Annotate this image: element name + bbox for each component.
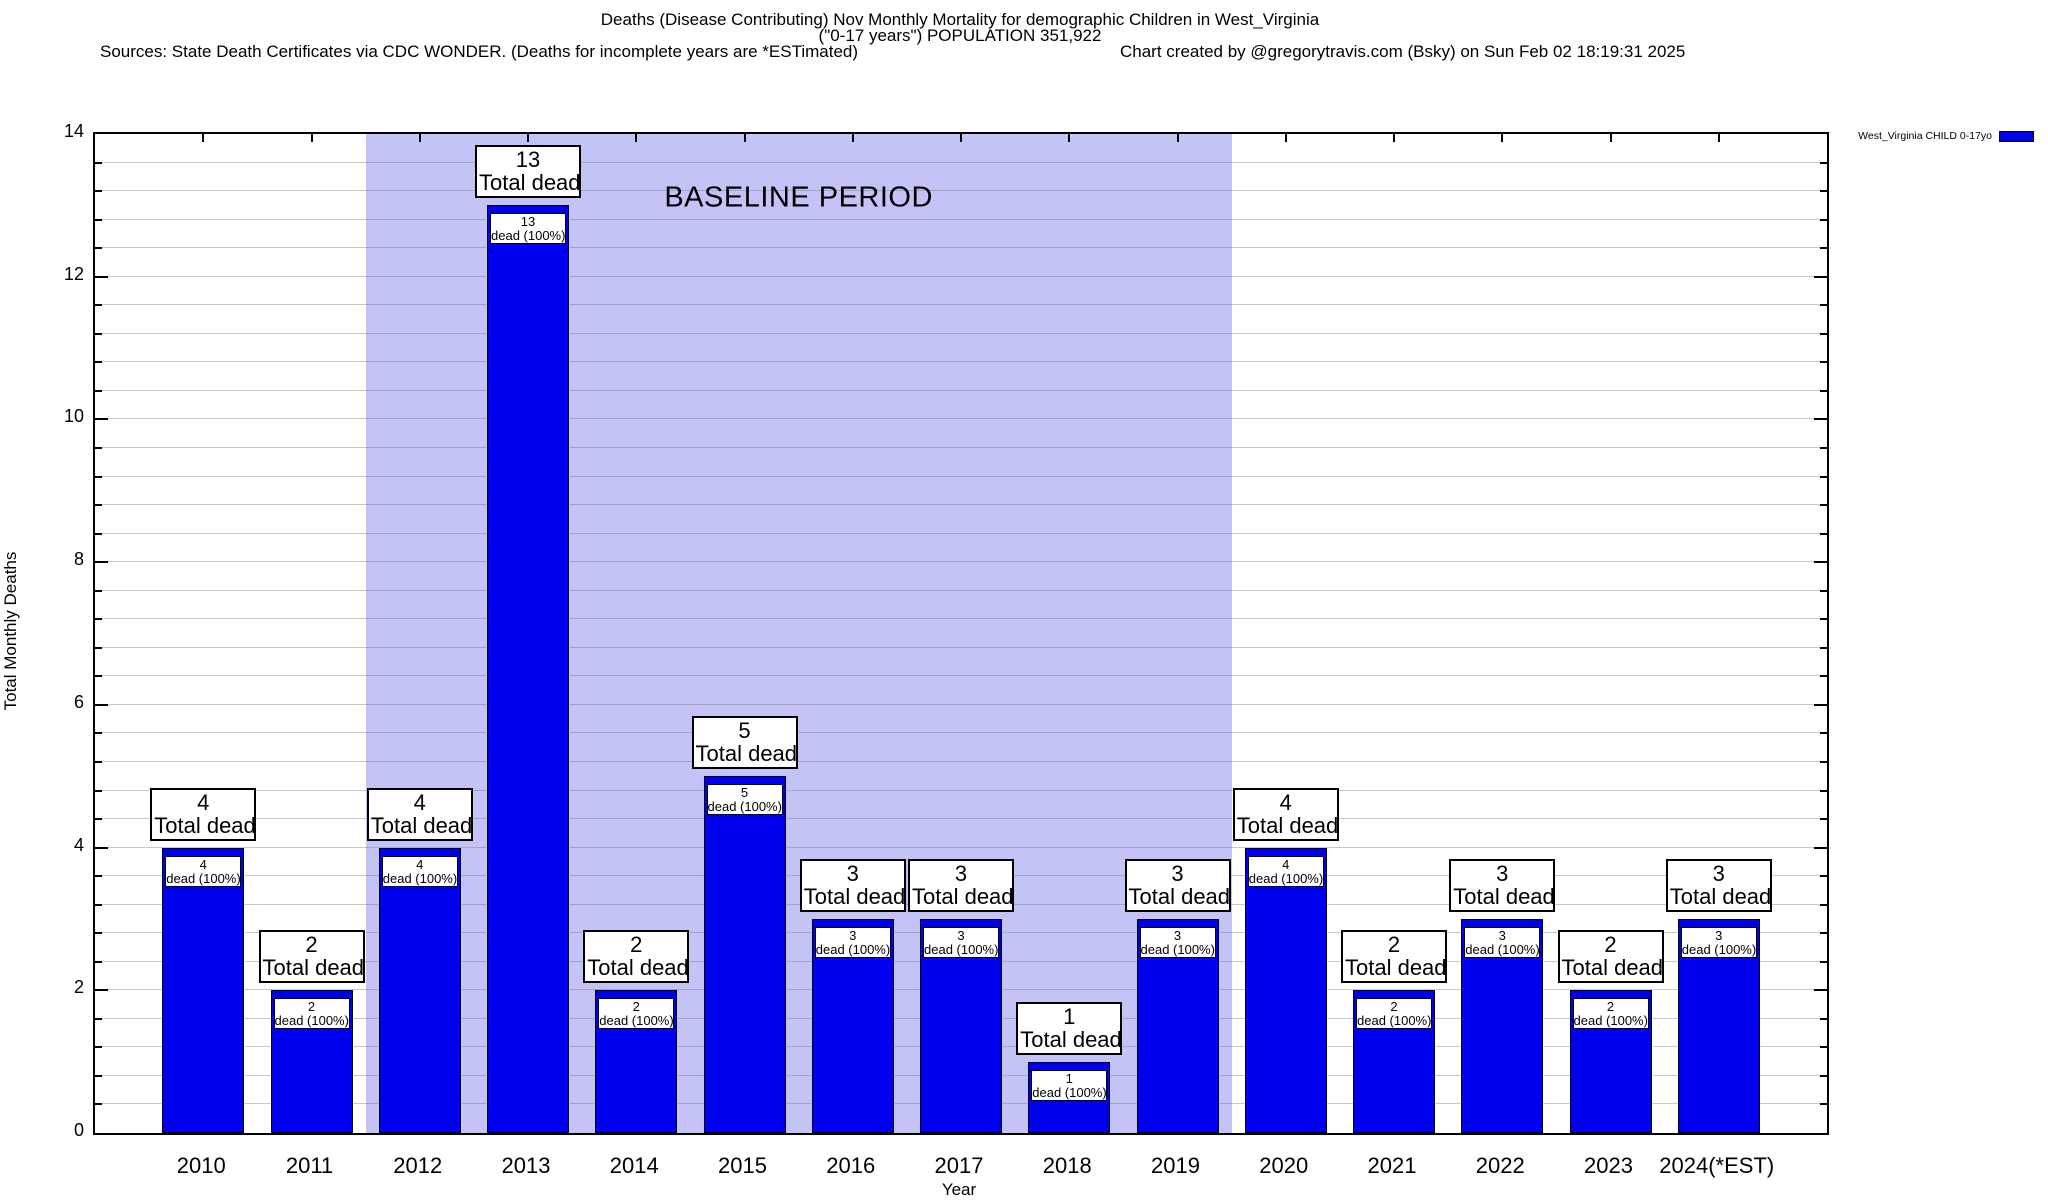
bar-inner-label-2014 [598, 998, 674, 1029]
y-tick-mark [95, 590, 102, 592]
bar-inner-value: 4 [416, 856, 424, 872]
bar-inner-text: dead (100%) [1140, 941, 1215, 957]
x-tick-mark [1610, 134, 1612, 142]
bar-inner-label-2015 [707, 784, 783, 815]
x-tick-label: 2022 [1475, 1153, 1525, 1178]
bar-total-value: 3 [1496, 860, 1509, 886]
chart-title-line2: ("0-17 years") POPULATION 351,922 [818, 26, 1102, 45]
x-tick-label: 2019 [1151, 1153, 1200, 1178]
legend [1858, 130, 2034, 142]
y-tick-mark [1820, 304, 1827, 306]
bar-inner-label-2017 [923, 927, 999, 958]
bar-total-value: 3 [1171, 860, 1184, 886]
bar-inner-text: dead (100%) [1465, 941, 1540, 957]
y-tick-mark [1820, 904, 1827, 906]
y-tick-mark [1814, 847, 1827, 849]
y-tick-mark [1820, 447, 1827, 449]
gridline [95, 390, 1827, 391]
y-tick-mark [95, 675, 102, 677]
bar-total-label-2023 [1558, 930, 1664, 983]
bar-total-value: 13 [515, 147, 541, 173]
y-tick-mark [1820, 932, 1827, 934]
bar-total-value: 2 [1604, 932, 1617, 958]
y-tick-mark [1814, 276, 1827, 278]
bar-total-label-2011 [259, 930, 365, 983]
bar-inner-label-2020 [1248, 856, 1324, 887]
gridline [95, 761, 1827, 762]
gridline [95, 333, 1827, 334]
bar-inner-label-2013 [490, 213, 566, 244]
bar-total-value: 2 [630, 932, 643, 958]
gridline [95, 647, 1827, 648]
x-tick-mark [202, 134, 204, 142]
y-tick-mark [1820, 1046, 1827, 1048]
y-axis-title: Total Monthly Deaths [1, 551, 20, 711]
gridline [95, 447, 1827, 448]
y-tick-mark [95, 561, 108, 563]
y-tick-mark [95, 989, 108, 991]
bar-total-text: Total dead [912, 883, 1014, 909]
x-tick-label: 2024(*EST) [1659, 1153, 1775, 1178]
y-tick-mark [1814, 704, 1827, 706]
bar-inner-label-2023 [1573, 998, 1649, 1029]
y-tick-mark [95, 618, 102, 620]
y-tick-mark [1820, 1018, 1827, 1020]
y-tick-mark [95, 361, 102, 363]
y-tick-mark [1820, 618, 1827, 620]
gridline [95, 190, 1827, 191]
y-tick-mark [95, 1075, 102, 1077]
y-tick-mark [95, 247, 102, 249]
x-tick-mark [744, 134, 746, 142]
bar-total-text: Total dead [262, 955, 365, 981]
y-tick-mark [95, 961, 102, 963]
y-tick-mark [95, 333, 102, 335]
x-tick-label: 2015 [718, 1153, 767, 1178]
gridline [95, 847, 1827, 848]
bar-inner-value: 2 [1606, 999, 1615, 1015]
y-tick-mark [1820, 333, 1827, 335]
gridline [95, 361, 1827, 362]
y-tick-mark [95, 418, 108, 420]
bar-total-label-2016 [800, 859, 906, 912]
x-axis-title: Year [941, 1180, 977, 1199]
bar-2020 [1245, 848, 1327, 1133]
bar-inner-value: 3 [1715, 927, 1723, 943]
y-tick-label: 2 [73, 977, 84, 998]
gridline [95, 504, 1827, 505]
bar-total-value: 3 [846, 860, 859, 886]
bar-total-label-2014 [583, 930, 689, 983]
bar-inner-value: 2 [307, 999, 316, 1015]
y-tick-mark [95, 276, 108, 278]
bar-inner-text: dead (100%) [707, 799, 782, 815]
bar-inner-label-2024(*EST) [1681, 927, 1757, 958]
bar-total-value: 3 [954, 860, 968, 886]
y-tick-mark [1814, 561, 1827, 563]
y-tick-label: 4 [73, 834, 84, 855]
gridline [95, 790, 1827, 791]
y-tick-mark [95, 875, 102, 877]
bar-total-text: Total dead [803, 883, 906, 909]
y-tick-mark [1820, 875, 1827, 877]
x-tick-label: 2011 [285, 1153, 334, 1178]
bar-total-value: 2 [305, 932, 318, 958]
bar-inner-label-2019 [1140, 927, 1216, 958]
x-tick-mark [1718, 134, 1720, 142]
y-tick-mark [1820, 790, 1827, 792]
gridline [95, 533, 1827, 534]
x-tick-label: 2014 [609, 1153, 659, 1178]
gridline [95, 561, 1827, 562]
chart-title-line1: Deaths (Disease Contributing) Nov Monthly Mortality for demographic Children in West_Virginia [600, 10, 1320, 29]
y-tick-mark [1820, 361, 1827, 363]
y-tick-mark [95, 790, 102, 792]
bar-inner-value: 5 [740, 785, 749, 801]
x-tick-label: 2023 [1584, 1153, 1633, 1178]
credit-note: Chart created by @gregorytravis.com (Bsky) on Sun Feb 02 18:19:31 2025 [1120, 42, 1686, 61]
bar-inner-label-2016 [815, 927, 891, 958]
bar-inner-text: dead (100%) [924, 941, 999, 957]
x-tick-label: 2012 [393, 1153, 443, 1178]
bar-2013 [487, 205, 569, 1133]
bar-inner-value: 3 [1498, 927, 1506, 943]
y-tick-mark [95, 219, 102, 221]
y-tick-mark [95, 162, 102, 164]
bar-inner-value: 2 [1390, 999, 1398, 1015]
bar-total-text: Total dead [479, 170, 581, 196]
bar-inner-label-2022 [1464, 927, 1540, 958]
y-tick-mark [95, 390, 102, 392]
y-tick-mark [1820, 533, 1827, 535]
y-tick-mark [1820, 675, 1827, 677]
x-tick-label: 2018 [1042, 1153, 1092, 1178]
y-tick-mark [1820, 476, 1827, 478]
bar-inner-value: 1 [1065, 1070, 1073, 1086]
bar-inner-text: dead (100%) [382, 870, 458, 886]
bar-total-label-2022 [1449, 859, 1555, 912]
bar-total-value: 4 [413, 789, 426, 815]
x-tick-label: 2020 [1259, 1153, 1309, 1178]
x-tick-mark [1393, 134, 1395, 142]
x-tick-label: 2010 [176, 1153, 226, 1178]
bar-total-text: Total dead [1453, 883, 1555, 909]
gridline [95, 276, 1827, 277]
bar-inner-value: 3 [1173, 927, 1182, 943]
bar-inner-label-2010 [165, 856, 241, 887]
bar-total-text: Total dead [1128, 883, 1231, 909]
y-tick-mark [1820, 1103, 1827, 1105]
bar-total-text: Total dead [1020, 1026, 1122, 1052]
bar-total-text: Total dead [1669, 883, 1772, 909]
bar-2010 [162, 848, 244, 1133]
gridline [95, 304, 1827, 305]
bar-inner-label-2018 [1031, 1070, 1107, 1101]
y-tick-mark [95, 533, 102, 535]
y-tick-mark [1820, 504, 1827, 506]
x-tick-mark [527, 134, 529, 142]
y-tick-mark [95, 761, 102, 763]
bar-inner-text: dead (100%) [491, 228, 566, 244]
bar-inner-text: dead (100%) [1573, 1013, 1648, 1029]
y-tick-label: 8 [73, 549, 84, 570]
bar-total-label-2013 [475, 145, 581, 198]
legend-label: West_Virginia CHILD 0-17yo [1858, 130, 1992, 142]
bar-total-text: Total dead [154, 812, 256, 838]
baseline-period-label: BASELINE PERIOD [664, 181, 933, 214]
y-tick-label: 10 [63, 406, 84, 427]
sources-note: Sources: State Death Certificates via CDC WONDER. (Deaths for incomplete years are *ESTimated) [100, 42, 859, 61]
x-tick-label: 2013 [501, 1153, 551, 1178]
x-tick-mark [1068, 134, 1070, 142]
y-tick-mark [95, 1103, 102, 1105]
y-tick-mark [95, 704, 108, 706]
y-tick-mark [95, 647, 102, 649]
bar-total-value: 4 [1279, 789, 1292, 815]
bar-total-label-2020 [1233, 788, 1339, 841]
y-tick-label: 6 [73, 691, 84, 712]
gridline [95, 732, 1827, 733]
gridline [95, 818, 1827, 819]
bar-total-text: Total dead [1345, 955, 1447, 981]
gridline [95, 704, 1827, 705]
bar-2012 [379, 848, 461, 1133]
bar-total-text: Total dead [587, 955, 689, 981]
bar-inner-value: 3 [957, 927, 965, 943]
gridline [95, 618, 1827, 619]
bar-total-text: Total dead [1561, 955, 1664, 981]
gridline [95, 162, 1827, 163]
bar-total-label-2024(*EST) [1666, 859, 1772, 912]
y-tick-mark [95, 904, 102, 906]
y-tick-mark [1820, 732, 1827, 734]
x-tick-mark [635, 134, 637, 142]
bar-inner-value: 4 [1282, 856, 1290, 872]
x-tick-mark [852, 134, 854, 142]
bar-inner-label-2011 [274, 998, 350, 1029]
bar-total-label-2015 [692, 716, 798, 769]
y-tick-mark [1820, 190, 1827, 192]
y-tick-mark [95, 476, 102, 478]
y-tick-mark [1820, 219, 1827, 221]
gridline [95, 476, 1827, 477]
bar-inner-text: dead (100%) [166, 870, 241, 886]
y-tick-mark [1820, 247, 1827, 249]
y-tick-mark [95, 304, 102, 306]
bar-inner-value: 4 [199, 856, 207, 872]
bar-total-value: 3 [1712, 860, 1725, 886]
bar-inner-label-2012 [382, 856, 458, 887]
bar-total-label-2010 [150, 788, 256, 841]
y-tick-mark [95, 932, 102, 934]
x-tick-mark [311, 134, 313, 142]
gridline [95, 219, 1827, 220]
bar-total-value: 2 [1387, 932, 1401, 958]
y-tick-mark [95, 1018, 102, 1020]
y-tick-mark [95, 190, 102, 192]
bar-total-value: 1 [1063, 1003, 1076, 1029]
y-tick-mark [1820, 590, 1827, 592]
bar-total-label-2019 [1125, 859, 1231, 912]
bar-total-label-2012 [367, 788, 473, 841]
bar-total-label-2021 [1341, 930, 1447, 983]
gridline [95, 418, 1827, 419]
bar-total-value: 4 [197, 789, 210, 815]
x-tick-label: 2017 [934, 1153, 984, 1178]
y-tick-mark [1820, 961, 1827, 963]
y-tick-mark [1820, 1075, 1827, 1077]
bar-inner-value: 2 [632, 999, 640, 1015]
bar-inner-value: 3 [849, 927, 857, 943]
y-tick-mark [1820, 761, 1827, 763]
x-tick-label: 2021 [1367, 1153, 1417, 1178]
bar-inner-label-2021 [1356, 998, 1432, 1029]
x-tick-mark [1285, 134, 1287, 142]
bar-total-text: Total dead [1236, 812, 1339, 838]
y-tick-mark [1820, 647, 1827, 649]
bar-inner-text: dead (100%) [1032, 1084, 1107, 1100]
bar-total-text: Total dead [695, 741, 798, 767]
bar-2015 [704, 776, 786, 1133]
y-tick-mark [95, 1046, 102, 1048]
y-tick-mark [95, 818, 102, 820]
bar-inner-text: dead (100%) [1681, 941, 1757, 957]
y-tick-mark [95, 447, 102, 449]
bar-inner-text: dead (100%) [274, 1013, 349, 1029]
bar-total-value: 5 [738, 718, 751, 744]
bar-inner-text: dead (100%) [1248, 870, 1324, 886]
legend-swatch [1999, 131, 2034, 142]
gridline [95, 675, 1827, 676]
x-tick-mark [1177, 134, 1179, 142]
x-tick-mark [960, 134, 962, 142]
bar-inner-text: dead (100%) [599, 1013, 674, 1029]
bar-total-text: Total dead [370, 812, 473, 838]
y-tick-label: 12 [63, 263, 84, 284]
y-tick-mark [1820, 390, 1827, 392]
y-tick-mark [95, 847, 108, 849]
y-tick-mark [1814, 418, 1827, 420]
y-tick-mark [1814, 989, 1827, 991]
y-tick-label: 0 [73, 1120, 84, 1140]
gridline [95, 590, 1827, 591]
y-tick-mark [1820, 162, 1827, 164]
bar-total-label-2018 [1016, 1002, 1122, 1055]
x-tick-mark [419, 134, 421, 142]
y-tick-mark [95, 504, 102, 506]
y-tick-mark [95, 732, 102, 734]
x-tick-label: 2016 [826, 1153, 876, 1178]
bar-total-label-2017 [908, 859, 1014, 912]
bar-inner-text: dead (100%) [1357, 1013, 1432, 1029]
gridline [95, 247, 1827, 248]
bar-inner-text: dead (100%) [815, 941, 891, 957]
bar-inner-value: 13 [520, 214, 536, 230]
x-tick-mark [1501, 134, 1503, 142]
y-tick-mark [1820, 818, 1827, 820]
y-tick-label: 14 [63, 121, 84, 141]
plot-area [93, 132, 1829, 1135]
